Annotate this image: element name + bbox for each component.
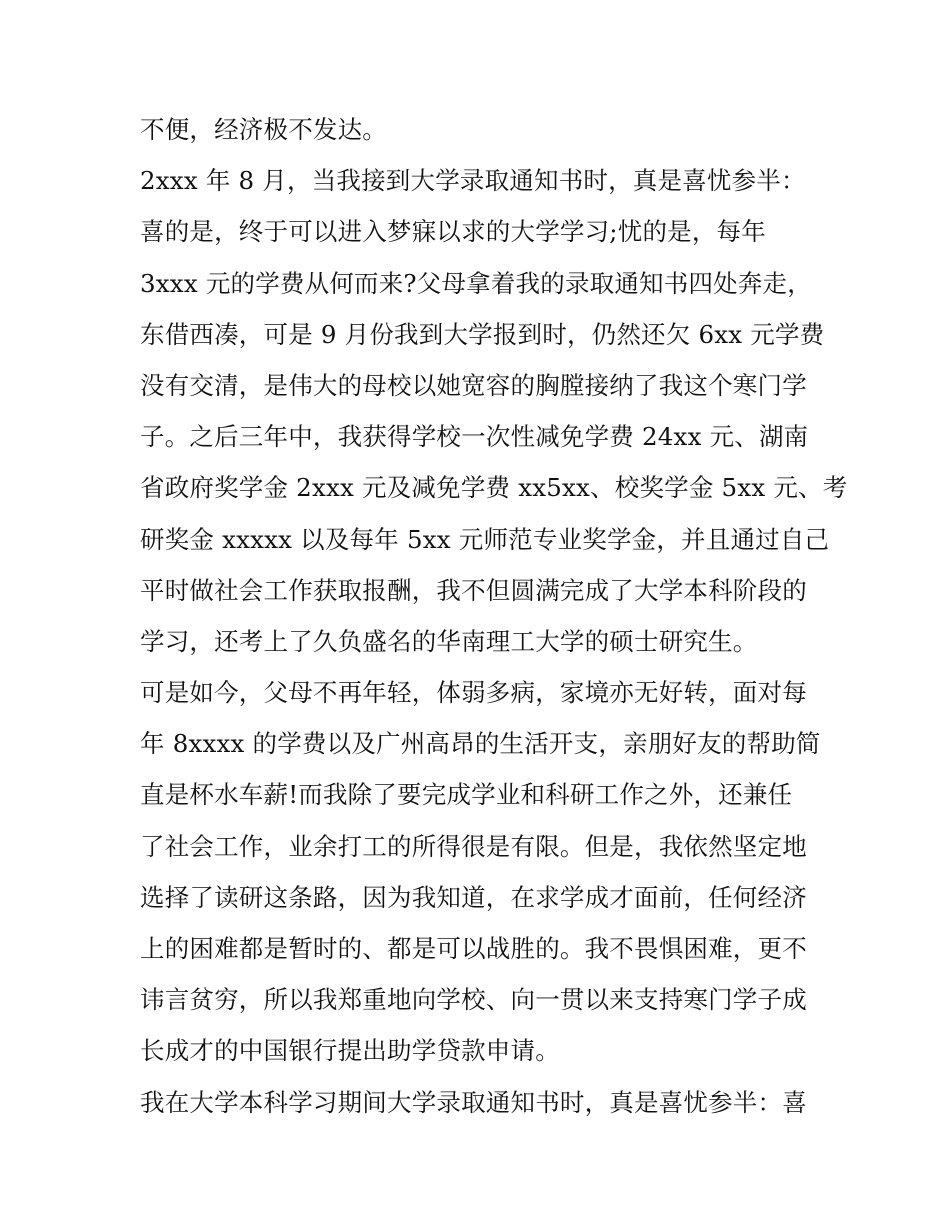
text-line: 省政府奖学金 2xxx 元及减免学费 xx5xx、校奖学金 5xx 元、考: [140, 473, 848, 503]
text-line: 平时做社会工作获取报酬，我不但圆满完成了大学本科阶段的: [140, 575, 807, 605]
text-line: 上的困难都是暂时的、都是可以战胜的。我不畏惧困难，更不: [140, 934, 807, 963]
text-line: 不便，经济极不发达。: [140, 115, 387, 144]
text-line: 年 8xxxx 的学费以及广州高昂的生活开支，亲朋好友的帮助简: [140, 729, 821, 759]
text-line: 东借西凑，可是 9 月份我到大学报到时，仍然还欠 6xx 元学费: [140, 319, 825, 349]
body-text: [140, 104, 848, 1128]
text-line: 讳言贫穷，所以我郑重地向学校、向一贯以来支持寒门学子成: [140, 985, 807, 1015]
text-line: 喜的是，终于可以进入梦寐以求的大学学习;忧的是，每年: [140, 217, 766, 247]
text-line: 没有交清，是伟大的母校以她宽容的胸膛接纳了我这个寒门学: [140, 370, 807, 400]
text-line: 研奖金 xxxxx 以及每年 5xx 元师范专业奖学金，并且通过自己: [140, 524, 830, 554]
text-line: 长成才的中国银行提出助学贷款申请。: [140, 1036, 560, 1066]
text-line: 选择了读研这条路，因为我知道，在求学成才面前，任何经济: [140, 882, 807, 912]
text-line: 2xxx 年 8 月，当我接到大学录取通知书时，真是喜忧参半：: [140, 166, 806, 196]
text-line: 学习，还考上了久负盛名的华南理工大学的硕士研究生。: [140, 626, 758, 656]
text-line: 我在大学本科学习期间大学录取通知书时，真是喜忧参半：喜: [140, 1087, 807, 1117]
text-line: 直是杯水车薪!而我除了要完成学业和科研工作之外，还兼任: [140, 780, 793, 810]
text-line: 了社会工作，业余打工的所得很是有限。但是，我依然坚定地: [140, 831, 807, 861]
text-line: 3xxx 元的学费从何而来?父母拿着我的录取通知书四处奔走，: [140, 268, 812, 298]
text-line: 子。之后三年中，我获得学校一次性减免学费 24xx 元、湖南: [140, 422, 809, 452]
text-line: 可是如今，父母不再年轻，体弱多病，家境亦无好转，面对每: [140, 678, 807, 708]
